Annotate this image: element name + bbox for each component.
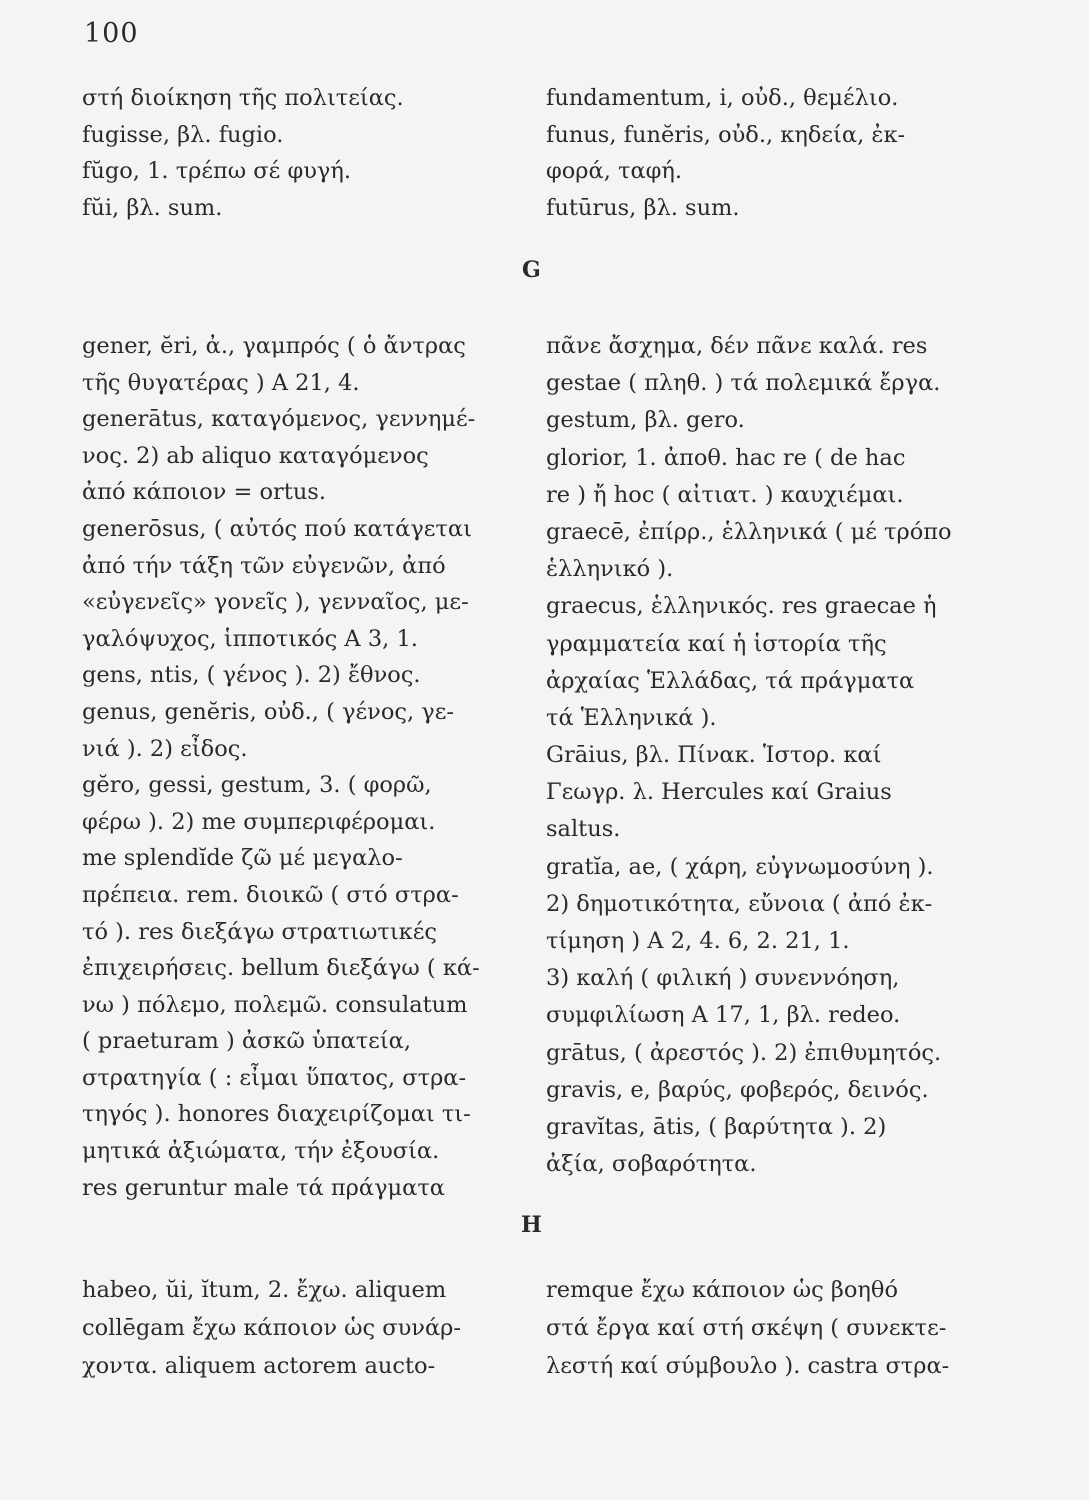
entry-line: τίμηση ) A 2, 4. 6, 2. 21, 1. <box>546 928 850 954</box>
entry-line: genus, genĕris, οὐδ., ( γένος, γε- <box>82 698 454 725</box>
entry-line: ( praeturam ) ἀσκῶ ὑπατεία, <box>82 1028 411 1055</box>
entry-line: στρατηγία ( : εἶμαι ὕπατος, στρα- <box>82 1064 467 1091</box>
entry-line: habeo, ŭi, ĭtum, 2. ἔχω. aliquem <box>82 1277 447 1303</box>
section-g-right-column <box>546 328 976 1183</box>
entry-line: saltus. <box>546 816 621 843</box>
section-g-heading: G <box>522 257 541 283</box>
entry-line: 2) δημοτικότητα, εὔνοια ( ἀπό ἐκ- <box>546 890 933 917</box>
section-f-left-column <box>82 80 512 226</box>
entry-line: generātus, καταγόμενος, γεννημέ- <box>82 406 476 433</box>
entry-line: futūrus, βλ. sum. <box>546 194 740 221</box>
entry-line: φορά, ταφή. <box>546 158 683 185</box>
entry-line: grātus, ( ἀρεστός ). 2) ἐπιθυμητός. <box>546 1039 942 1066</box>
section-g-left-column <box>82 328 512 1206</box>
entry-line: γαλόψυχος, ἱπποτικός A 3, 1. <box>82 625 418 652</box>
entry-line: τό ). res διεξάγω στρατιωτικές <box>82 918 437 945</box>
entry-line: νιά ). 2) εἶδος. <box>82 735 248 762</box>
entry-line: πρέπεια. rem. διοικῶ ( στό στρα- <box>82 881 459 908</box>
entry-line: ἀπό τήν τάξη τῶν εὐγενῶν, ἀπό <box>82 552 446 579</box>
entry-line: ἀξία, σοβαρότητα. <box>546 1151 757 1178</box>
entry-line: λεστή καί σύμβουλο ). castra στρα- <box>546 1353 950 1379</box>
entry-line: ἀρχαίας Ἑλλάδας, τά πράγματα <box>546 667 915 694</box>
entry-line: generōsus, ( αὐτός πού κατάγεται <box>82 515 472 542</box>
entry-line: gener, ĕri, ἀ., γαμπρός ( ὁ ἄντρας <box>82 333 466 359</box>
section-h-heading: H <box>521 1212 542 1238</box>
entry-line: ἀπό κάποιον = ortus. <box>82 479 327 506</box>
entry-line: «εὐγενεῖς» γονεῖς ), γενναῖος, με- <box>82 589 469 616</box>
entry-line: res geruntur male τά πράγματα <box>82 1174 445 1201</box>
entry-line: ἑλληνικό ). <box>546 556 674 583</box>
section-f-right-column <box>546 80 976 226</box>
page-number: 100 <box>84 18 139 49</box>
entry-line: gestae ( πληθ. ) τά πολεμικά ἔργα. <box>546 370 941 397</box>
entry-line: φέρω ). 2) me συμπεριφέρομαι. <box>82 808 436 835</box>
entry-line: τά Ἑλληνικά ). <box>546 704 717 731</box>
entry-line: fugisse, βλ. fugio. <box>82 121 284 148</box>
entry-line: τηγός ). honores διαχειρίζομαι τι- <box>82 1101 471 1128</box>
entry-line: πᾶνε ἄσχημα, δέν πᾶνε καλά. res <box>546 333 928 359</box>
section-h-right-column <box>546 1271 976 1385</box>
entry-line: collēgam ἔχω κάποιον ὡς συνάρ- <box>82 1315 461 1341</box>
entry-line: gratĭa, ae, ( χάρη, εὐγνωμοσύνη ). <box>546 853 934 880</box>
entry-line: fŭi, βλ. sum. <box>82 194 223 221</box>
entry-line: remque ἔχω κάποιον ὡς βοηθό <box>546 1277 898 1303</box>
entry-line: τῆς θυγατέρας ) A 21, 4. <box>82 369 360 396</box>
entry-line: gĕro, gessi, gestum, 3. ( φορῶ, <box>82 772 432 799</box>
entry-line: gravĭtas, ātis, ( βαρύτητα ). 2) <box>546 1113 887 1140</box>
entry-line: Γεωγρ. λ. Hercules καί Graius <box>546 779 892 806</box>
entry-line: νω ) πόλεμο, πολεμῶ. consulatum <box>82 991 468 1018</box>
entry-line: fundamentum, i, οὐδ., θεμέλιο. <box>546 85 899 111</box>
entry-line: graecē, ἐπίρρ., ἑλληνικά ( μέ τρόπο <box>546 518 952 545</box>
entry-line: νος. 2) ab aliquo καταγόμενος <box>82 442 429 469</box>
entry-line: 3) καλή ( φιλική ) συνεννόηση, <box>546 965 900 992</box>
entry-line: ἐπιχειρήσεις. bellum διεξάγω ( κά- <box>82 955 480 982</box>
entry-line: στή διοίκηση τῆς πολιτείας. <box>82 85 404 111</box>
entry-line: Grāius, βλ. Πίνακ. Ἱστορ. καί <box>546 742 882 769</box>
entry-line: fŭgo, 1. τρέπω σέ φυγή. <box>82 158 351 185</box>
section-h-left-column <box>82 1271 512 1385</box>
entry-line: gravis, e, βαρύς, φοβερός, δεινός. <box>546 1076 929 1103</box>
entry-line: glorior, 1. ἀποθ. hac re ( de hac <box>546 444 906 471</box>
entry-line: στά ἔργα καί στή σκέψη ( συνεκτε- <box>546 1315 947 1341</box>
entry-line: χοντα. aliquem actorem aucto- <box>82 1353 436 1379</box>
entry-line: gestum, βλ. gero. <box>546 407 745 434</box>
entry-line: gens, ntis, ( γένος ). 2) ἔθνος. <box>82 662 421 689</box>
entry-line: μητικά ἀξιώματα, τήν ἐξουσία. <box>82 1138 440 1165</box>
entry-line: γραμματεία καί ἡ ἱστορία τῆς <box>546 630 887 657</box>
entry-line: re ) ἤ hoc ( αἰτιατ. ) καυχιέμαι. <box>546 481 904 508</box>
entry-line: funus, funĕris, οὐδ., κηδεία, ἐκ- <box>546 121 906 148</box>
entry-line: me splendĭde ζῶ μέ μεγαλο- <box>82 845 403 872</box>
entry-line: graecus, ἑλληνικός. res graecae ἡ <box>546 593 937 620</box>
entry-line: συμφιλίωση A 17, 1, βλ. redeo. <box>546 1002 901 1029</box>
